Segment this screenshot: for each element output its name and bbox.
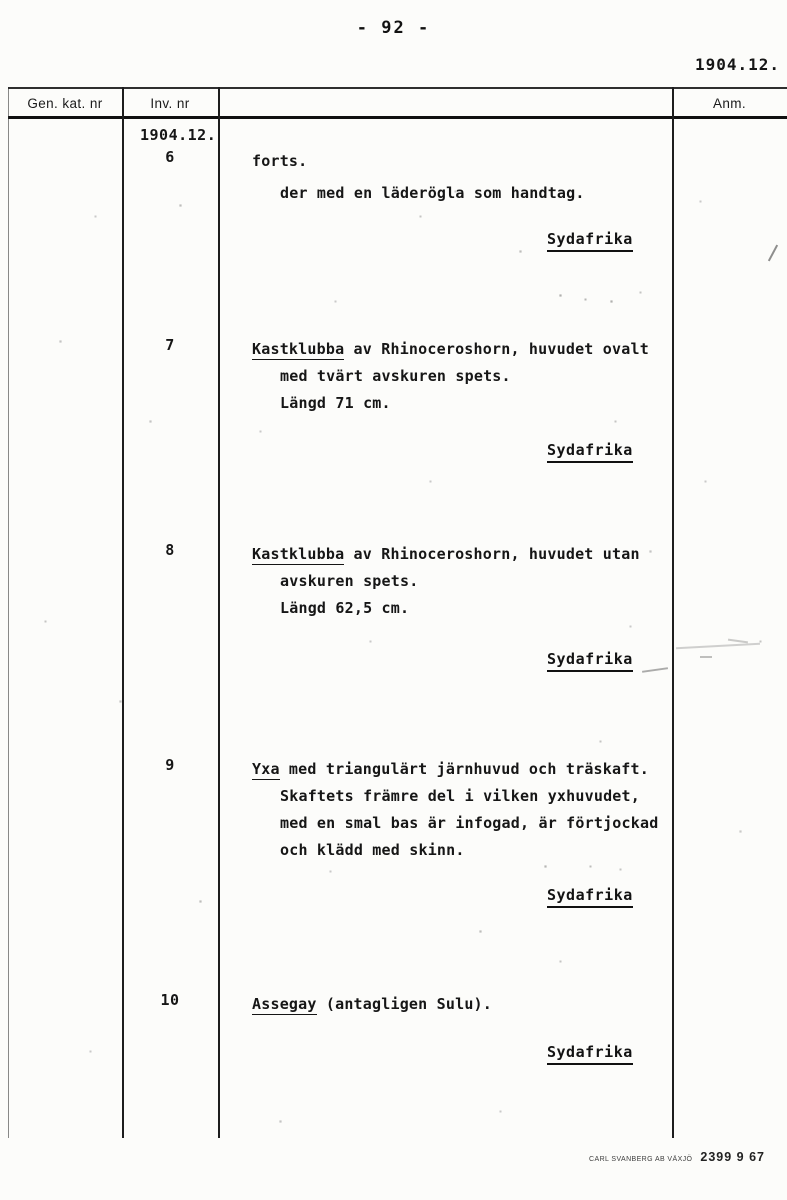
printer-code: 2399 9 67 [700,1150,765,1164]
origin-label: Sydafrika [547,441,633,463]
origin-label: Sydafrika [547,650,633,672]
entry-line: och klädd med skinn. [280,841,465,859]
column-divider-3 [672,87,674,1138]
entry-title: Yxa [252,760,280,778]
scan-mark [728,639,748,643]
entry-title-rest: forts. [252,152,308,170]
inv-nr: 8 [165,541,175,559]
printer-name: CARL SVANBERG AB VÄXJÖ [589,1156,693,1163]
header-inv-nr: Inv. nr [150,96,190,111]
column-divider-2 [218,87,220,1138]
entry-line: Längd 62,5 cm. [280,599,410,617]
entry-line: Skaftets främre del i vilken yxhuvudet, [280,787,640,805]
entry-title: Kastklubba [252,340,345,358]
origin-label: Sydafrika [547,230,633,252]
table-header-rule [8,116,787,119]
header-gen-kat-nr: Gen. kat. nr [27,96,103,111]
table-top-rule [8,87,787,89]
scan-mark [676,643,760,649]
inv-nr: 9 [165,756,175,774]
entry-line: med tvärt avskuren spets. [280,367,511,385]
entry-line: avskuren spets. [280,572,419,590]
entry-title: Assegay [252,995,317,1013]
scan-mark [700,656,712,658]
date-heading: 1904.12. [694,55,780,74]
scan-noise [0,0,1,1]
scan-mark [768,245,778,262]
header-anm: Anm. [712,96,747,111]
entry-title-rest: av Rhinoceroshorn, huvudet ovalt [344,340,649,358]
table-left-border [8,87,9,1138]
entry-first-line [252,756,672,783]
entry-line: der med en läderögla som handtag. [280,184,585,202]
entry-title-rest: av Rhinoceroshorn, huvudet utan [344,545,640,563]
printer-mark [589,1148,765,1166]
entry-first-line [252,541,672,568]
origin-label: Sydafrika [547,1043,633,1065]
entry-title-rest: med triangulärt järnhuvud och träskaft. [279,760,649,778]
entry-title-rest: (antagligen Sulu). [316,995,493,1013]
entry-first-line [252,148,672,175]
page-number: - 92 - [356,18,431,38]
scan-mark [642,667,668,672]
inventory-year: 1904.12. [140,126,217,144]
inv-nr: 10 [160,991,180,1009]
entry-first-line [252,991,672,1018]
column-divider-1 [122,87,124,1138]
entry-title: Kastklubba [252,545,345,563]
entry-line: med en smal bas är infogad, är förtjockad [280,814,659,832]
entry-first-line [252,336,672,363]
inv-nr: 7 [165,336,175,354]
entry-line: Längd 71 cm. [280,394,391,412]
inv-nr: 6 [165,148,175,166]
origin-label: Sydafrika [547,886,633,908]
